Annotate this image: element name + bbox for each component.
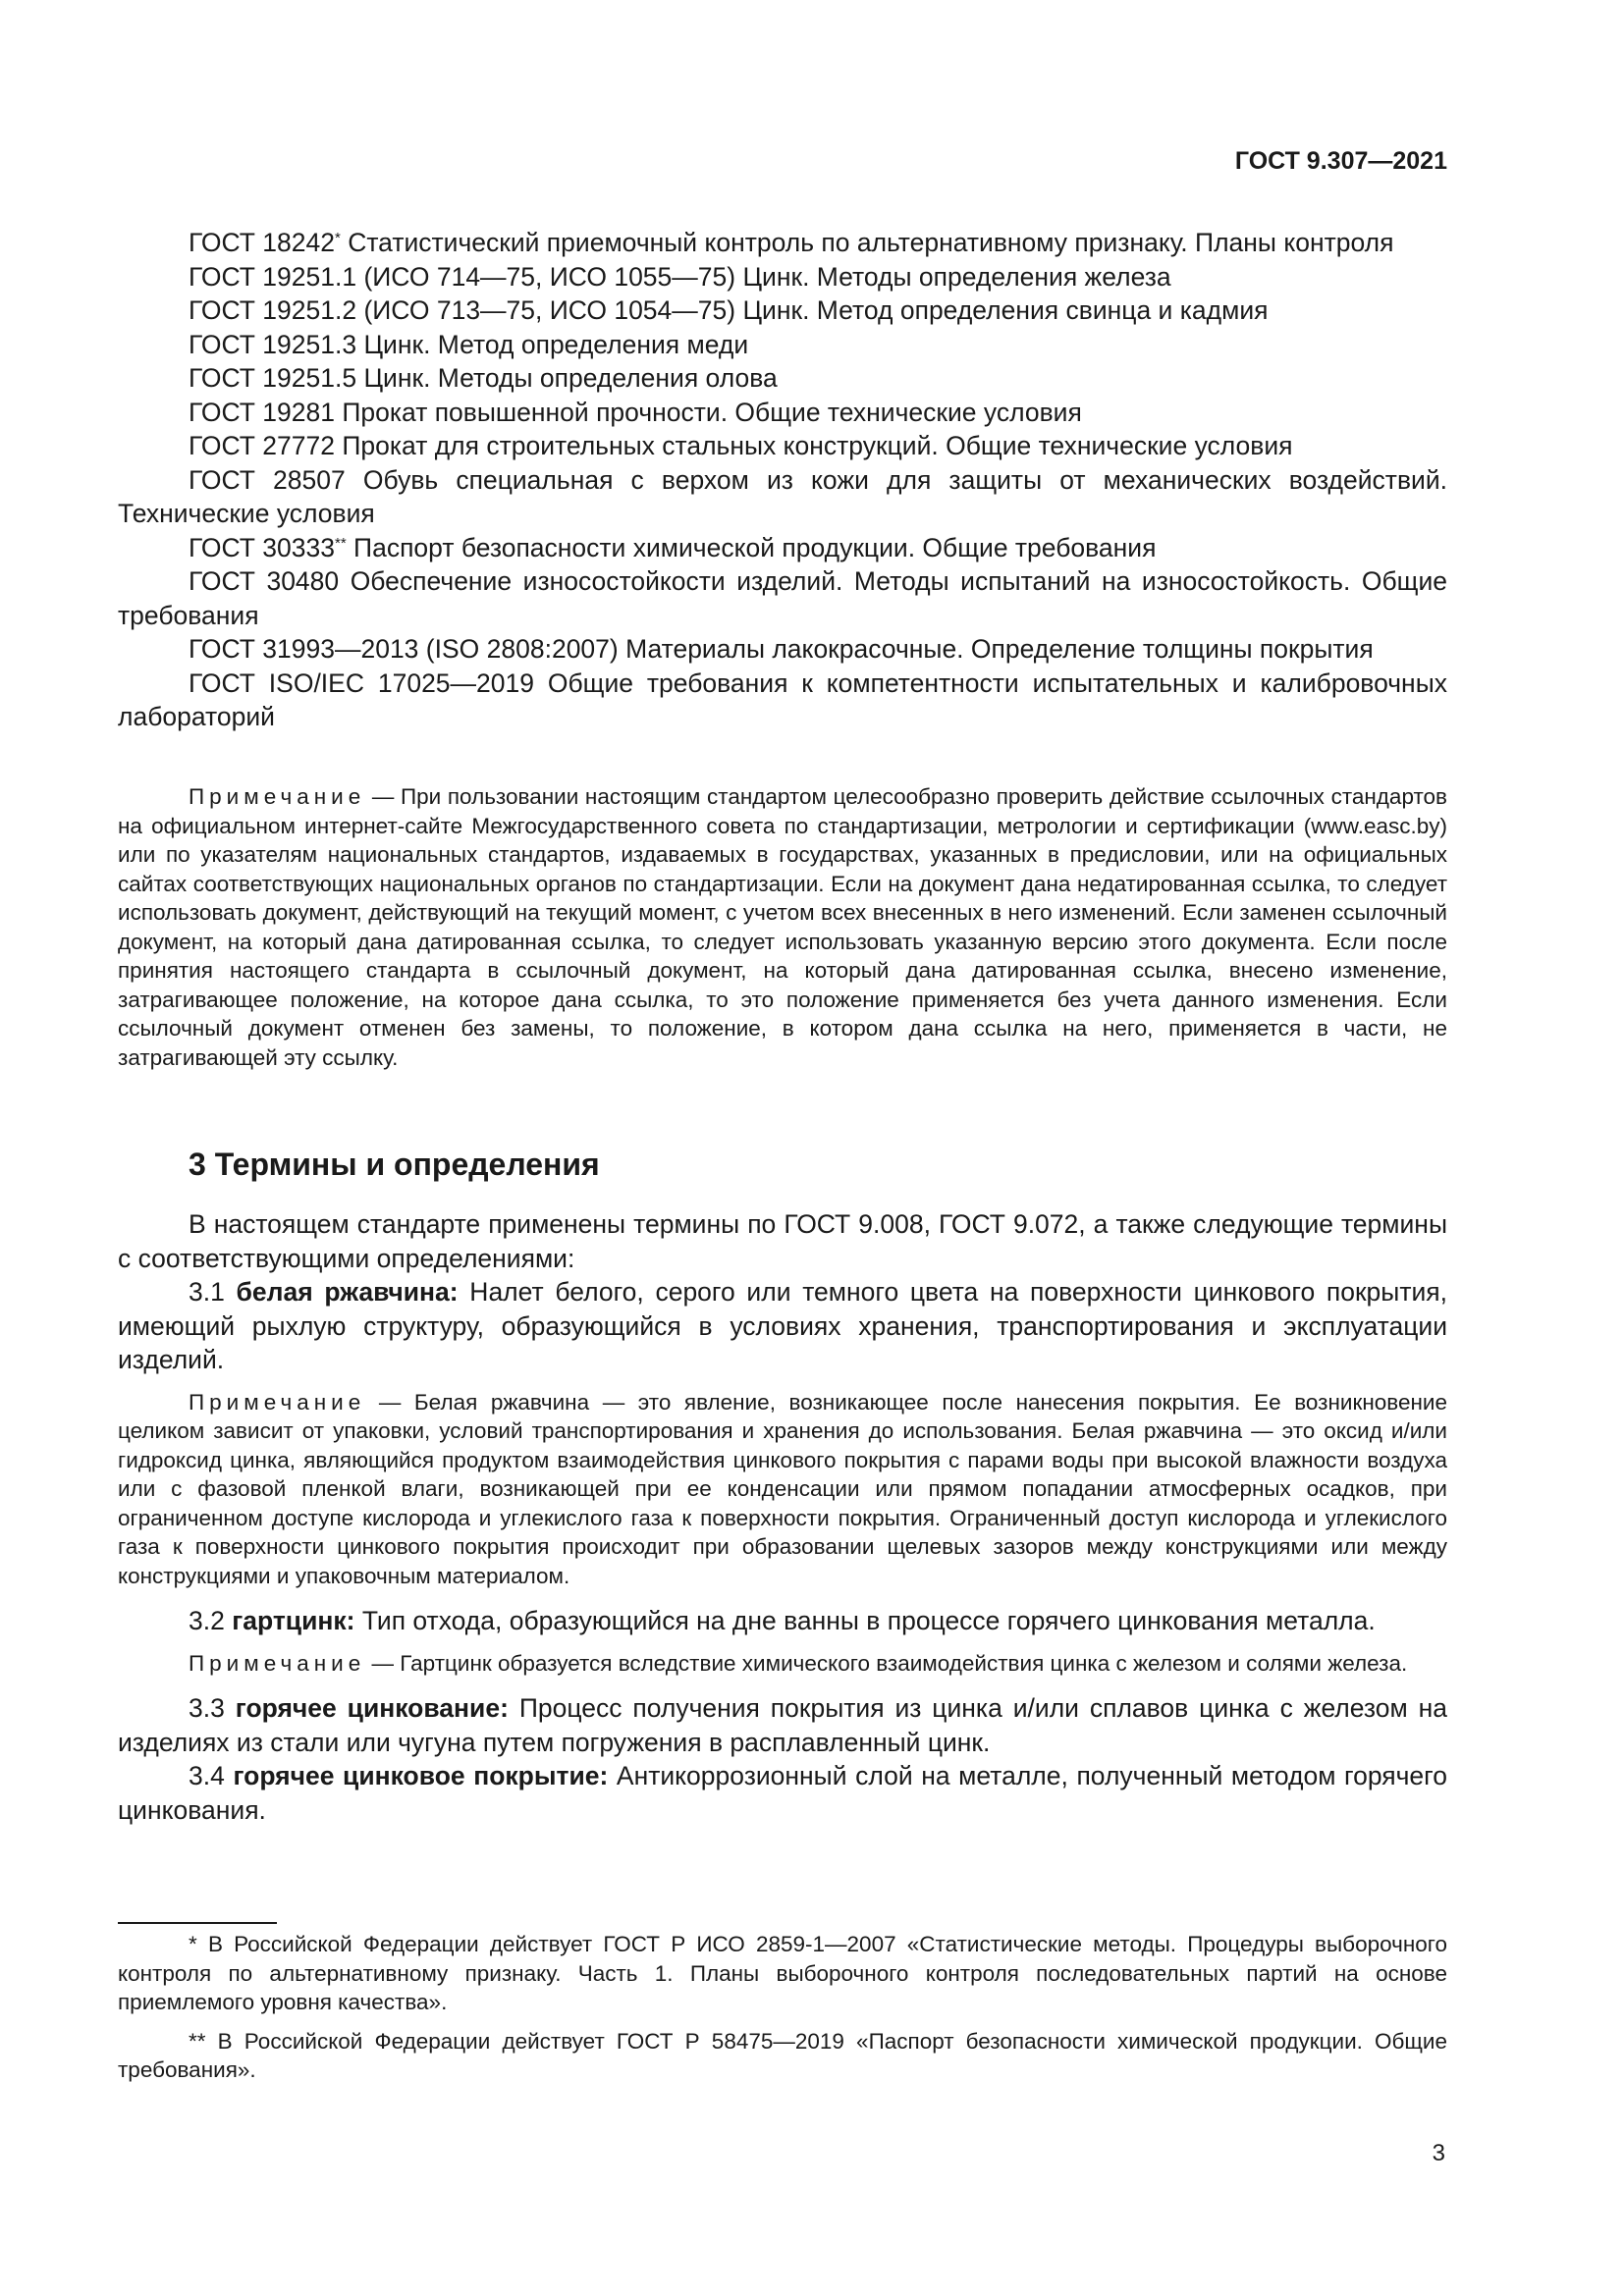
footnote-mark: * bbox=[189, 1932, 197, 1956]
reference-code: ГОСТ 19281 bbox=[189, 397, 335, 427]
section-title: 3 Термины и определения bbox=[189, 1147, 600, 1182]
reference-item bbox=[118, 361, 1447, 396]
term-note bbox=[118, 1388, 1447, 1591]
note-text: — Гартцинк образуется вследствие химического взаимодействия цинка с железом и солями железа. bbox=[365, 1650, 1408, 1676]
page-number: 3 bbox=[1432, 2140, 1445, 2166]
reference-item bbox=[118, 531, 1447, 565]
note-text: — Белая ржавчина — это явление, возникающее после нанесения покрытия. Ее возникновение целиком зависит от упаковки, условий транспортирования и хранения до использования. Белая ржавчина — это оксид и/или гидроксид цинка, являющийся продуктом взаимодействия цинкового покрытия с парами воды при высокой влажности воздуха или с фазовой пленкой влаги, возникающей при ее конденсации или прямом попадании атмосферных осадков, при ограниченном доступе кислорода и углекислого газа к поверхности покрытия. Ограниченный доступ кислорода и углекислого газа к поверхности цинкового покрытия происходит при образовании щелевых зазоров между конструкциями или между конструкциями и упаковочным материалом. bbox=[118, 1389, 1447, 1588]
reference-code: ГОСТ 19251.2 bbox=[189, 295, 357, 325]
reference-item bbox=[118, 226, 1447, 260]
term-definition: Антикоррозионный слой на металле, полученный методом горячего цинкования. bbox=[118, 1761, 1447, 1825]
term-definition: Налет белого, серого или темного цвета на поверхности цинкового покрытия, имеющий рыхлую структуру, образующийся в условиях хранения, транспортирования и эксплуатации изделий. bbox=[118, 1277, 1447, 1374]
reference-item bbox=[118, 328, 1447, 362]
reference-item bbox=[118, 564, 1447, 632]
reference-item bbox=[118, 463, 1447, 531]
reference-code: ГОСТ 31993—2013 bbox=[189, 634, 419, 664]
reference-title: Цинк. Методы определения олова bbox=[356, 363, 778, 393]
references-note bbox=[118, 782, 1447, 1072]
reference-title: Цинк. Метод определения меди bbox=[356, 329, 749, 359]
term-number: 3.1 bbox=[189, 1277, 225, 1307]
reference-code: ГОСТ 19251.3 bbox=[189, 329, 357, 359]
reference-title: Обеспечение износостойкости изделий. Методы испытаний на износостойкость. Общие требования bbox=[118, 566, 1447, 630]
reference-code: ГОСТ ISO/IEC 17025—2019 bbox=[189, 667, 534, 698]
footnote-divider bbox=[118, 1922, 277, 1924]
term-name: белая ржавчина: bbox=[236, 1277, 459, 1307]
term-entry bbox=[118, 1759, 1447, 1827]
document-header: ГОСТ 9.307—2021 bbox=[1234, 147, 1447, 175]
note-label: Примечание bbox=[189, 1389, 366, 1415]
reference-item bbox=[118, 667, 1447, 734]
term-definition: Тип отхода, образующийся на дне ванны в процессе горячего цинкования металла. bbox=[354, 1606, 1376, 1635]
reference-item bbox=[118, 632, 1447, 667]
footnote bbox=[118, 2027, 1447, 2085]
reference-title: Общие требования к компетентности испытательных и калибровочных лабораторий bbox=[118, 667, 1447, 731]
reference-code: ГОСТ 19251.5 bbox=[189, 363, 357, 393]
footnote-marker: * bbox=[334, 230, 341, 246]
term-entry bbox=[118, 1275, 1447, 1377]
footnote-mark: ** bbox=[189, 2028, 206, 2054]
terms-section bbox=[118, 1207, 1447, 1827]
reference-title: (ИСО 714—75, ИСО 1055—75) Цинк. Методы определения железа bbox=[356, 261, 1171, 292]
note-text: — При пользовании настоящим стандартом целесообразно проверить действие ссылочных стандартов на официальном интернет-сайте Межгосударственного совета по стандартизации, метрологии и сертификации (www.easc.by) или по указателям национальных стандартов, издаваемых в государствах, указанных в предисловии, или на официальных сайтах соответствующих национальных органов по стандартизации. Если на документ дана недатированная ссылка, то следует использовать документ, действующий на текущий момент, с учетом всех внесенных в него изменений. Если заменен ссылочный документ, на который дана датированная ссылка, то следует использовать указанную версию этого документа. Если после принятия настоящего стандарта в ссылочный документ, на который дана датированная ссылка, внесено изменение, затрагивающее положение, на которое дана ссылка, то это положение применяется без учета данного изменения. Если ссылочный документ отменен без замены, то положение, в котором дана ссылка на него, применяется в части, не затрагивающей эту ссылку. bbox=[118, 784, 1447, 1070]
reference-code: ГОСТ 30480 bbox=[189, 566, 340, 596]
footnotes bbox=[118, 1930, 1447, 2095]
term-number: 3.3 bbox=[189, 1693, 225, 1723]
reference-code: ГОСТ 30333 bbox=[189, 532, 335, 562]
reference-title: Паспорт безопасности химической продукции. Общие требования bbox=[346, 532, 1157, 562]
footnote-text: В Российской Федерации действует ГОСТ Р ИСО 2859-1—2007 «Статистические методы. Процедуры выборочного контроля по альтернативному признаку. Часть 1. Планы выборочного контроля последовательных партий на основе приемлемого уровня качества». bbox=[118, 1932, 1447, 2014]
footnote-marker: ** bbox=[334, 534, 347, 552]
reference-title: (ISO 2808:2007) Материалы лакокрасочные. Определение толщины покрытия bbox=[418, 634, 1374, 664]
term-name: горячее цинкование: bbox=[235, 1693, 509, 1723]
term-number: 3.4 bbox=[189, 1761, 225, 1790]
reference-item bbox=[118, 429, 1447, 463]
reference-title: Прокат для строительных стальных конструкций. Общие технические условия bbox=[334, 431, 1293, 460]
normative-references-list bbox=[118, 226, 1447, 734]
note-label: Примечание bbox=[189, 784, 366, 809]
note-label: Примечание bbox=[189, 1650, 366, 1676]
reference-item bbox=[118, 260, 1447, 294]
term-note bbox=[118, 1649, 1447, 1679]
reference-title: Статистический приемочный контроль по альтернативному признаку. Планы контроля bbox=[340, 228, 1394, 257]
footnote-text: В Российской Федерации действует ГОСТ Р 58475—2019 «Паспорт безопасности химической продукции. Общие требования». bbox=[118, 2028, 1447, 2082]
term-name: гартцинк: bbox=[232, 1606, 355, 1635]
reference-title: (ИСО 713—75, ИСО 1054—75) Цинк. Метод определения свинца и кадмия bbox=[356, 295, 1269, 325]
reference-title: Прокат повышенной прочности. Общие технические условия bbox=[334, 397, 1082, 427]
term-name: горячее цинковое покрытие: bbox=[233, 1761, 609, 1790]
reference-code: ГОСТ 28507 bbox=[189, 464, 346, 495]
section-intro: В настоящем стандарте применены термины по ГОСТ 9.008, ГОСТ 9.072, а также следующие термины с соответствующими определениями: bbox=[118, 1209, 1447, 1273]
reference-code: ГОСТ 19251.1 bbox=[189, 261, 357, 292]
footnote bbox=[118, 1930, 1447, 2017]
reference-item bbox=[118, 294, 1447, 328]
term-number: 3.2 bbox=[189, 1606, 225, 1635]
reference-title: Обувь специальная с верхом из кожи для защиты от механических воздействий. Технические условия bbox=[118, 464, 1447, 528]
reference-code: ГОСТ 18242 bbox=[189, 228, 335, 257]
reference-item bbox=[118, 396, 1447, 430]
term-definition: Процесс получения покрытия из цинка и/или сплавов цинка с железом на изделиях из стали или чугуна путем погружения в расплавленный цинк. bbox=[118, 1693, 1447, 1757]
term-entry bbox=[118, 1691, 1447, 1759]
reference-code: ГОСТ 27772 bbox=[189, 431, 335, 460]
term-entry bbox=[118, 1604, 1447, 1638]
